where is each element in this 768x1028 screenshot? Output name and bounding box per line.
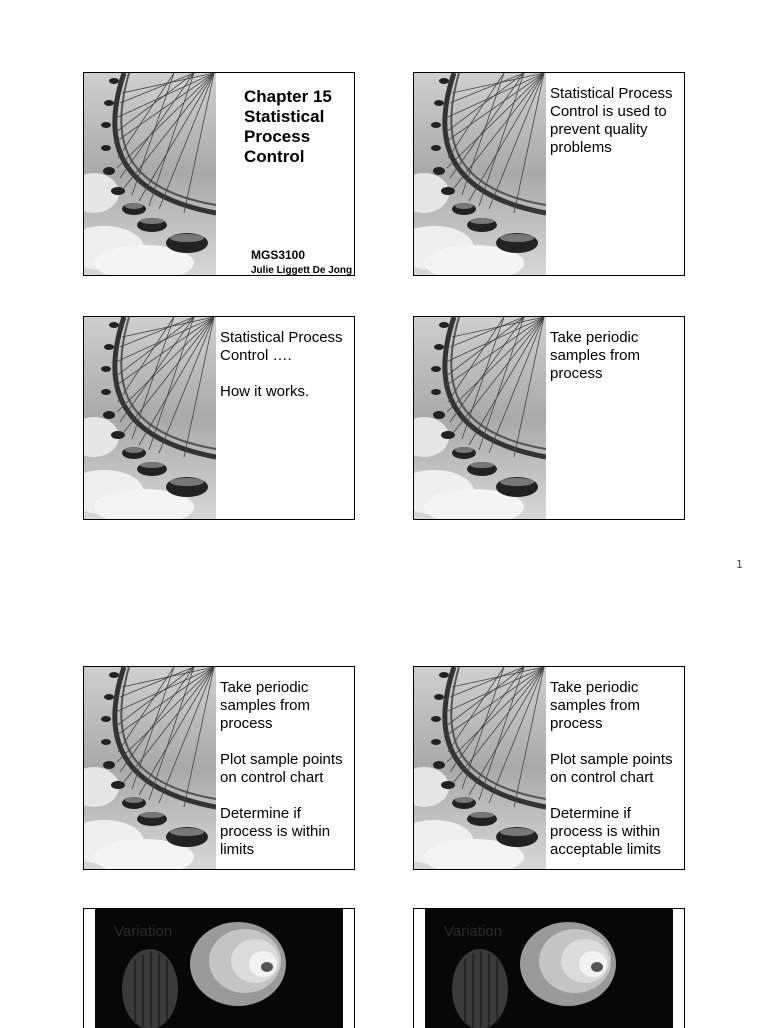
slide-line: How it works. [220, 383, 310, 400]
slide-line: Plot sample points on control chart [550, 751, 673, 786]
slide-title: Variation [114, 923, 173, 940]
slide-line: Statistical Process Control …. [220, 329, 343, 364]
slide-4 [413, 316, 685, 520]
slide-7 [83, 908, 355, 1028]
slide-5 [83, 666, 355, 870]
slide-line: Statistical Process Control is used to prevent quality problems [550, 85, 673, 156]
slide-text [550, 85, 678, 175]
slide-1 [83, 72, 355, 276]
slide-line: Determine if process is within limits [220, 805, 331, 858]
slide-line: Take periodic samples from process [550, 329, 641, 382]
slide-line: Determine if process is within acceptable limits [550, 805, 661, 858]
slide-2 [413, 72, 685, 276]
ferris-wheel-photo-icon [414, 667, 546, 869]
slide-line: Take periodic samples from process [550, 679, 641, 732]
ferris-wheel-photo-icon [84, 73, 216, 275]
slide-text [550, 679, 678, 870]
ferris-wheel-photo-icon [414, 73, 546, 275]
slide-text [220, 679, 348, 870]
author-name: Julie Liggett De Jong [251, 265, 353, 276]
course-code: MGS3100 [251, 248, 306, 262]
ferris-wheel-photo-icon [84, 667, 216, 869]
ferris-wheel-photo-icon [414, 317, 546, 519]
slide-8 [413, 908, 685, 1028]
slide-title: Chapter 15 Statistical Process Control [244, 87, 332, 166]
slide-title: Variation [444, 923, 503, 940]
slide-6 [413, 666, 685, 870]
page-number: 1 [736, 558, 743, 571]
slide-text [550, 329, 678, 401]
slide-line: Plot sample points on control chart [220, 751, 343, 786]
ferris-wheel-photo-icon [84, 317, 216, 519]
slide-3 [83, 316, 355, 520]
slide-text [220, 329, 348, 419]
slide-line: Take periodic samples from process [220, 679, 311, 732]
